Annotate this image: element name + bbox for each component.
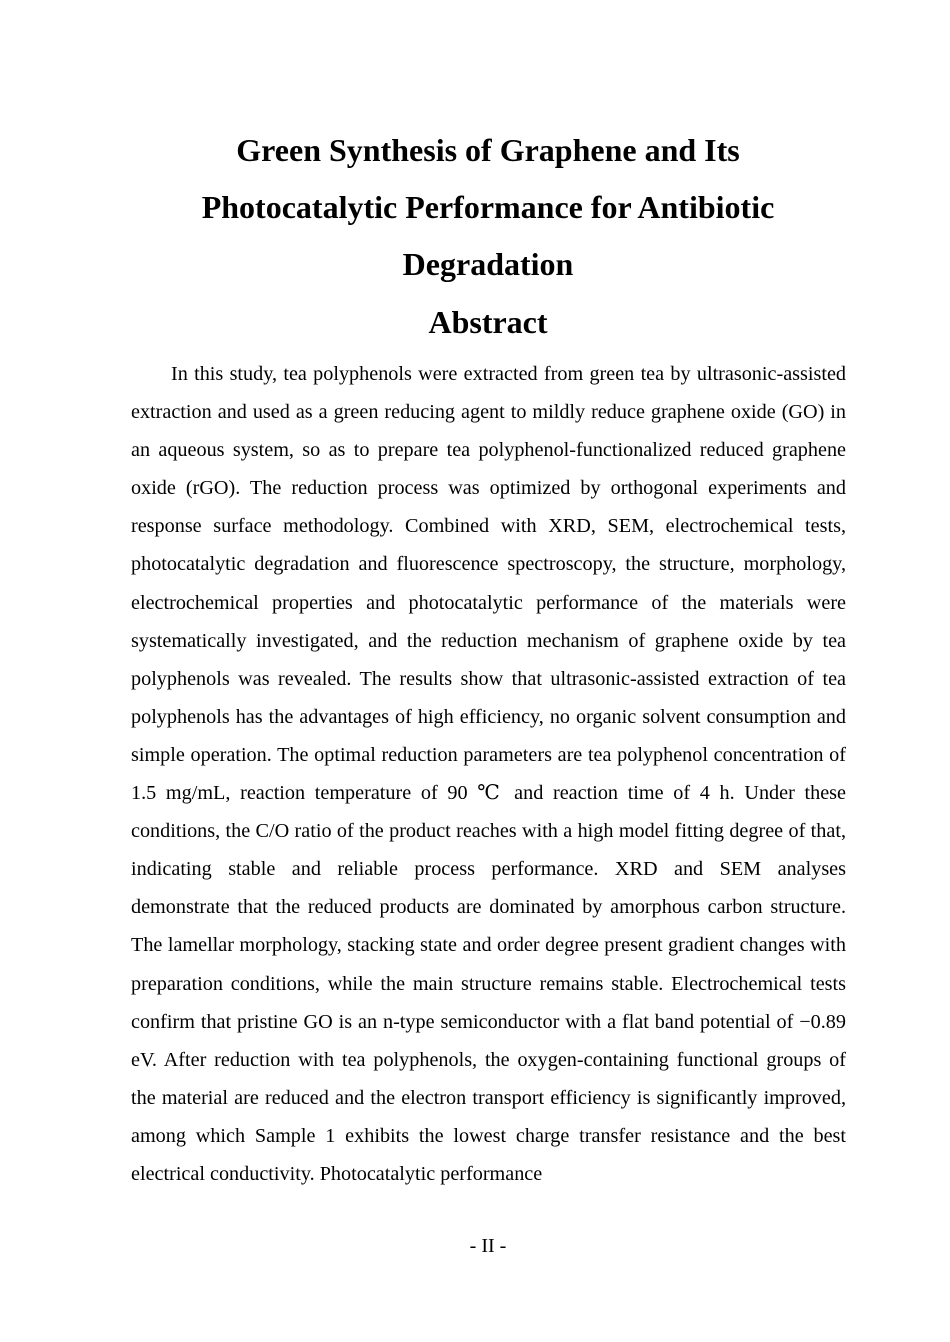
- title-line: Green Synthesis of Graphene and Its: [236, 132, 740, 168]
- title-line: Degradation: [402, 246, 574, 282]
- page-number: - II -: [469, 1235, 507, 1257]
- abstract-paragraph: In this study, tea polyphenols were extracted from green tea by ultrasonic-assisted extraction and used as a green reducing agent to mildly reduce graphene oxide (GO) in an aqueous system, so as to prepare tea polyphenol-functionalized reduced graphene oxide (rGO). The reduction process was optimized by orthogonal experiments and response surface methodology. Combined with XRD, SEM, electrochemical tests, photocatalytic degradation and fluorescence spectroscopy, the structure, morphology, electrochemical properties and photocatalytic performance of the materials were systematically investigated, and the reduction mechanism of graphene oxide by tea polyphenols was revealed. The results show that ultrasonic-assisted extraction of tea polyphenols has the advantages of high efficiency, no organic solvent consumption and simple operation. The optimal reduction parameters are tea polyphenol concentration of 1.5 mg/mL, reaction temperature of 90 ℃ and reaction time of 4 h. Under these conditions, the C/O ratio of the product reaches with a high model fitting degree of that, indicating stable and reliable process performance. XRD and SEM analyses demonstrate that the reduced products are dominated by amorphous carbon structure. The lamellar morphology, stacking state and order degree present gradient changes with preparation conditions, while the main structure remains stable. Electrochemical tests confirm that pristine GO is an n-type semiconductor with a flat band potential of −0.89 eV. After reduction with tea polyphenols, the oxygen-containing functional groups of the material are reduced and the electron transport efficiency is significantly improved, among which Sample 1 exhibits the lowest charge transfer resistance and the best electrical conductivity. Photocatalytic performance: [131, 363, 846, 1185]
- title-line: Photocatalytic Performance for Antibiotic: [201, 189, 775, 225]
- abstract-heading: Abstract: [428, 304, 548, 340]
- paper-title: [130, 122, 846, 293]
